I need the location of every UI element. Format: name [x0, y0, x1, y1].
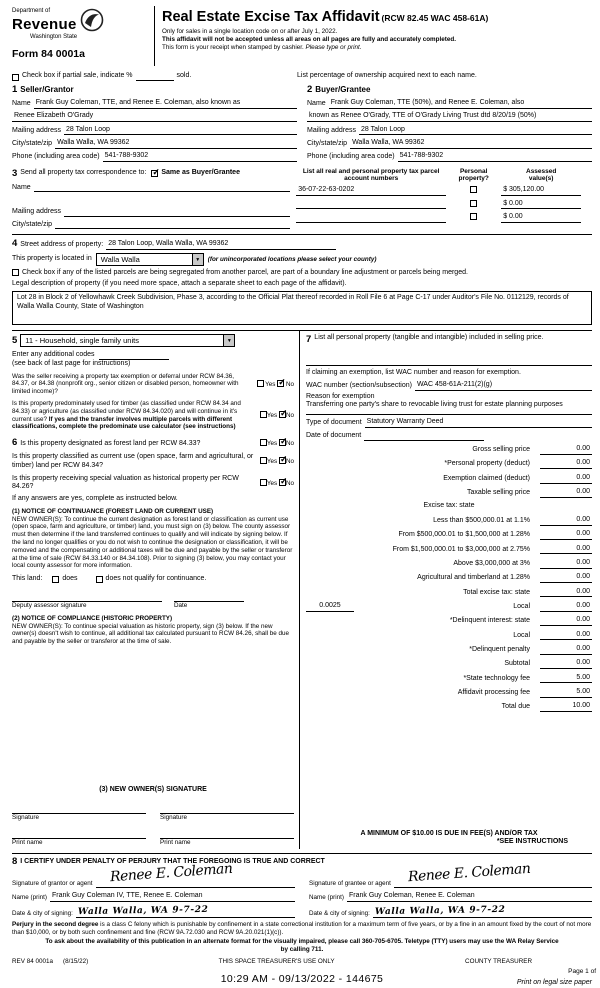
grantee-date-input[interactable]: Walla Walla, WA 9-7-22 — [373, 906, 592, 918]
money-row-amount[interactable]: 10.00 — [540, 702, 592, 712]
same-as-buyer-label: Same as Buyer/Grantee — [161, 169, 240, 177]
partial-sale-label: Check box if partial sale, indicate % — [22, 72, 133, 79]
new-owner-signature-line-2[interactable] — [160, 806, 294, 814]
print-name-label-2: Print name — [160, 839, 191, 847]
seller-mailing-label: Mailing address — [12, 126, 62, 134]
grantor-signature-line[interactable] — [96, 860, 295, 888]
forest-yes-checkbox[interactable] — [260, 439, 267, 446]
buyer-name-input-2[interactable]: known as Renee O'Grady, TTE of O'Grady Living Trust dtd 8/20/19 (50%) — [307, 112, 592, 122]
deputy-date-line[interactable] — [174, 594, 244, 602]
print-size-note: Print on legal size paper — [516, 979, 592, 987]
money-row-amount[interactable]: 0.00 — [540, 573, 592, 583]
section-3-number: 3 — [12, 167, 18, 179]
see-instructions-note: *SEE INSTRUCTIONS — [496, 838, 568, 846]
new-owner-signature-line-1[interactable] — [12, 806, 146, 814]
notice-compliance-title: (2) NOTICE OF COMPLIANCE (HISTORIC PROPERTY) — [12, 614, 173, 622]
section-4-number: 4 — [12, 238, 18, 250]
does-not-label: does not qualify for continuance. — [105, 575, 207, 583]
partial-sale-percent-input[interactable] — [136, 73, 174, 81]
money-row-label: Total excise tax: state — [463, 588, 530, 596]
correspondence-label: Send all property tax correspondence to: — [20, 169, 147, 177]
buyer-csz-label: City/state/zip — [307, 139, 348, 147]
money-row-label: Exemption claimed (deduct) — [443, 474, 530, 482]
money-row-amount[interactable]: 0.00 — [540, 459, 592, 469]
correspondence-name-label: Name — [12, 183, 31, 191]
header-divider — [154, 6, 155, 66]
header-note-3: This form is your receipt when stamped by cashier. Please type or print. — [162, 43, 362, 51]
money-row-label: *State technology fee — [463, 674, 530, 682]
date-of-document-input[interactable] — [364, 433, 484, 441]
parcel-number-input[interactable]: 36-07-22-63-0202 — [296, 186, 446, 196]
grantor-print-label: Name (print) — [12, 893, 47, 901]
segregated-label: Check box if any of the listed parcels are being segregated from another parcel, are part of a boundary line adjustment or parcels being merged. — [22, 269, 468, 277]
money-row-label: Agricultural and timberland at 1.28% — [417, 574, 530, 582]
located-in-label: This property is located in — [12, 255, 92, 263]
washington-state-label: Washington State — [30, 34, 78, 41]
additional-codes-note: (see back of last page for instructions) — [12, 359, 131, 367]
segregated-checkbox[interactable] — [12, 269, 19, 276]
deputy-date-label: Date — [174, 601, 188, 609]
street-address-label: Street address of property: — [20, 241, 104, 249]
seller-phone-input[interactable]: 541-788-9302 — [103, 152, 297, 162]
form-rcw: (RCW 82.45 WAC 458-61A) — [381, 13, 489, 23]
rev-date: (8/15/22) — [62, 958, 89, 966]
type-of-document-label: Type of document — [306, 419, 362, 426]
money-row-amount[interactable]: 0.00 — [540, 659, 592, 669]
grantor-date-input[interactable]: Walla Walla, WA 9-7-22 — [76, 906, 295, 918]
current-use-yes-checkbox[interactable] — [260, 457, 267, 464]
assessed-value-input-1[interactable]: $ 305,120.00 — [501, 186, 581, 196]
correspondence-section — [12, 168, 296, 229]
seller-name-input[interactable]: Frank Guy Coleman, TTE, and Renee E. Coleman, also known as — [34, 99, 297, 109]
money-row-amount[interactable]: 0.00 — [540, 645, 592, 655]
personal-property-checkbox-3[interactable] — [470, 213, 477, 220]
additional-codes-label: Enter any additional codes — [12, 351, 95, 359]
dor-logo-icon — [80, 8, 104, 36]
money-row-label: *Delinquent penalty — [469, 645, 530, 653]
q1-no-checkbox[interactable] — [277, 380, 284, 387]
assessed-value-input-3[interactable]: $ 0.00 — [501, 213, 581, 223]
money-row-label: Gross selling price — [472, 446, 530, 454]
buyer-csz-input[interactable]: Walla Walla, WA 99362 — [350, 139, 592, 149]
notice-compliance-body: NEW OWNER(S): To continue special valuation as historic property, sign (3) below. If the new owner(s) doesn't wish to continue, all additional tax calculated pursuant to RCW 84.26, shall be due and payable by the seller or transferor at the time of sale. — [12, 622, 290, 646]
q1-yes-checkbox[interactable] — [257, 380, 264, 387]
personal-property-checkbox-2[interactable] — [470, 200, 477, 207]
notice-continuance-body: NEW OWNER(S): To continue the current designation as forest land or classification as current use (open space, farm and agriculture, or timber) land, you must sign on (3) below. The county assessor must then determine if the land transferred continues to qualify and will indicate by signing below. If the land no longer qualifies or you do not wish to continue the designation or classification, it will be removed and the compensating or additional taxes will be due and payable by the seller or transferor at the time of sale (RCW 84.33.140 or 84.34.108). Prior to signing (3) below, you may contact your local county assessor for more information. — [12, 515, 293, 570]
buyer-name-label: Name — [307, 100, 326, 108]
money-row-label: From $500,000.01 to $1,500,000 at 1.28% — [398, 531, 530, 539]
forest-land-question: 6 Is this property designated as forest land per RCW 84.33? — [12, 437, 201, 449]
current-use-no-checkbox[interactable] — [279, 457, 286, 464]
form-footer — [12, 958, 596, 987]
county-treasurer-label: COUNTY TREASURER — [465, 958, 532, 966]
correspondence-csz-label: City/state/zip — [12, 220, 53, 228]
seller-name-label: Name — [12, 100, 31, 108]
exemption-note: If claiming an exemption, list WAC number and reason for exemption. — [306, 369, 521, 376]
personal-property-intro: List all personal property (tangible and intangible) included in selling price. — [314, 334, 544, 342]
minimum-due-note: A MINIMUM OF $10.00 IS DUE IN FEE(S) AND/OR TAX — [360, 829, 538, 837]
grantee-signature-label: Signature of grantee or agent — [309, 880, 391, 888]
money-row-amount[interactable]: 0.00 — [540, 602, 592, 612]
property-section — [12, 234, 592, 325]
partial-sale-checkbox[interactable] — [12, 74, 19, 81]
seller-heading: Seller/Grantor — [20, 84, 74, 94]
land-use-dropdown[interactable] — [20, 334, 235, 347]
historic-yes-checkbox[interactable] — [260, 479, 267, 486]
historic-no-checkbox[interactable] — [279, 479, 286, 486]
seller-section — [12, 84, 297, 162]
certify-statement: I CERTIFY UNDER PENALTY OF PERJURY THAT THE FOREGOING IS TRUE AND CORRECT — [20, 857, 325, 865]
buyer-name-input[interactable]: Frank Guy Coleman, TTE (50%), and Renee E. Coleman, also — [329, 99, 592, 109]
type-of-document-input[interactable]: Statutory Warranty Deed — [365, 418, 592, 428]
wac-number-label: WAC number (section/subsection) — [306, 381, 412, 389]
money-row-label: Local — [513, 602, 530, 610]
money-row-amount[interactable]: 0.00 — [540, 474, 592, 484]
money-row-amount[interactable]: 0.00 — [540, 445, 592, 455]
money-row-amount[interactable]: 0.00 — [540, 559, 592, 569]
grantor-date-label: Date & city of signing: — [12, 910, 73, 918]
personal-property-checkbox-1[interactable] — [470, 186, 477, 193]
buyer-mailing-input[interactable]: 28 Talon Loop — [359, 126, 592, 136]
print-name-line-1[interactable] — [12, 831, 146, 839]
deputy-assessor-label: Deputy assessor signature — [12, 601, 87, 609]
grantee-print-name-input[interactable]: Frank Guy Coleman, Renee E. Coleman — [347, 892, 592, 902]
buyer-section — [307, 84, 592, 162]
legal-description-input[interactable]: Lot 28 in Block 2 of Yellowhawk Creek Subdivision, Phase 3, according to the Official Plat thereof recorded in Roll File 6 at Page C-17 under Auditor's File No. 0112129, records of Walla Walla County, State of Washington — [12, 291, 592, 325]
seller-csz-label: City/state/zip — [12, 139, 53, 147]
land-use-dropdown-value: 11 - Household, single family units — [25, 335, 139, 345]
money-row-label: Less than $500,000.01 at 1.1% — [433, 516, 530, 524]
parcel-row — [296, 186, 592, 196]
exemption-deferral-question: Was the seller receiving a property tax exemption or deferral under RCW 84.36, 84.37, or 84.38 (nonprofit org., senior citizen or disabled person, homeowner with limited income)? — [12, 372, 239, 396]
grantee-print-label: Name (print) — [309, 893, 344, 901]
money-row-label: Total due — [501, 703, 530, 711]
dropdown-arrow-icon[interactable]: ▼ — [192, 254, 203, 265]
form-number: Form 84 0001a — [12, 47, 85, 60]
timber-agriculture-question: Is this property predominately used for timber (as classified under RCW 84.34 and 84.33) or agriculture (as classified under RCW 84.34.020) and will continue in it's current use? If yes and the transfer involves multiple parcels with different classifications, complete the predominate use calculator (see instructions) — [12, 400, 241, 431]
print-name-line-2[interactable] — [160, 831, 294, 839]
rev-number: REV 84 0001a — [12, 958, 53, 966]
new-owner-signature-title: (3) NEW OWNER(S) SIGNATURE — [99, 785, 207, 793]
form-header — [12, 6, 592, 70]
correspondence-mailing-input[interactable] — [64, 208, 290, 217]
section-1-number: 1 — [12, 83, 18, 95]
money-row-amount[interactable]: 0.00 — [540, 545, 592, 555]
money-row-label: From $1,500,000.01 to $3,000,000 at 2.75% — [392, 545, 530, 553]
forest-no-checkbox[interactable] — [279, 439, 286, 446]
personal-property-col-header: Personal property? — [458, 167, 489, 183]
dropdown-arrow-icon[interactable]: ▼ — [223, 335, 234, 346]
money-row-amount[interactable]: 0.00 — [540, 588, 592, 598]
grantor-print-name-input[interactable]: Frank Guy Coleman IV, TTE, Renee E. Coleman — [50, 892, 295, 902]
parcel-number-input-3[interactable] — [296, 222, 446, 223]
additional-codes-input[interactable] — [99, 352, 169, 360]
correspondence-name-input[interactable] — [34, 183, 291, 192]
buyer-phone-input[interactable]: 541-788-9302 — [398, 152, 592, 162]
grantor-signature-label: Signature of grantor or agent — [12, 880, 93, 888]
correspondence-csz-input[interactable] — [55, 220, 290, 229]
money-row-label: *Personal property (deduct) — [444, 460, 530, 468]
wac-number-input[interactable]: WAC 458-61A-211(2)(g) — [415, 381, 592, 391]
does-label: does — [62, 575, 78, 583]
treasurer-space-label: THIS SPACE TREASURER'S USE ONLY — [218, 958, 335, 966]
money-row-amount[interactable]: 0.00 — [540, 616, 592, 626]
same-as-buyer-checkbox[interactable] — [151, 170, 158, 177]
page-number: Page 1 of — [568, 967, 596, 975]
excise-tax-state-label: Excise tax: state — [423, 502, 475, 510]
this-land-label: This land: — [12, 575, 43, 583]
print-name-label-1: Print name — [12, 839, 43, 847]
agency-block — [12, 6, 154, 70]
date-of-document-label: Date of document — [306, 431, 362, 439]
perjury-statement: Perjury in the second degree is a class C felony which is punishable by confinement in a state correctional institution for a maximum term of five years, or by a fine in an amount fixed by the court of not more than $10,000, or by both such confinement and fine (RCW 9A.72.030 and RCW 9A.20.021(1)(c)). To ask about the availability of this publication in an alternate format for the visually impaired, please call 360-705-6705. Teletype (TTY) users may use the WA Relay Service by calling 711. — [12, 920, 592, 954]
money-row-amount[interactable]: 5.00 — [540, 674, 592, 684]
current-use-question: Is this property classified as current use (open space, farm and agricultural, or timber) land per RCW 84.34? — [12, 453, 254, 469]
money-row-amount[interactable]: 0.00 — [540, 488, 592, 498]
grantee-signature-script: Renee E. Coleman — [407, 860, 531, 886]
seller-phone-label: Phone (including area code) — [12, 153, 100, 161]
section-2-number: 2 — [307, 83, 313, 95]
assessed-value-input-2[interactable]: $ 0.00 — [501, 200, 581, 210]
money-row-amount[interactable]: 0.00 — [540, 516, 592, 526]
ownership-percent-note: List percentage of ownership acquired next to each name. — [297, 72, 477, 79]
certification-section — [12, 853, 592, 918]
money-row-label: Above $3,000,000 at 3% — [453, 559, 530, 567]
money-row-amount[interactable]: 0.00 — [540, 530, 592, 540]
seller-csz-input[interactable]: Walla Walla, WA 99362 — [55, 139, 297, 149]
form-title: Real Estate Excise Tax Affidavit — [162, 9, 380, 25]
buyer-heading: Buyer/Grantee — [315, 84, 371, 94]
parcel-table — [296, 168, 592, 229]
parcel-row — [296, 200, 592, 210]
seller-name-input-2[interactable]: Renee Elizabeth O'Grady — [12, 112, 297, 122]
money-row-label: *Delinquent interest: state — [449, 617, 530, 625]
historic-property-question: Is this property receiving special valuation as historical property per RCW 84.26? — [12, 474, 239, 491]
money-row-label: Subtotal — [504, 660, 530, 668]
seller-mailing-input[interactable]: 28 Talon Loop — [64, 126, 297, 136]
legal-description-label: Legal description of property (if you need more space, attach a separate sheet to each page of the affidavit). — [12, 280, 347, 288]
money-row-label: Taxable selling price — [466, 489, 530, 497]
signature-label-2: Signature — [160, 814, 187, 822]
if-yes-note: If any answers are yes, complete as instructed below. — [12, 495, 178, 503]
local-rate-input[interactable]: 0.0025 — [306, 602, 354, 612]
signature-label-1: Signature — [12, 814, 39, 822]
buyer-phone-label: Phone (including area code) — [307, 153, 395, 161]
partial-sale-sold-label: sold. — [176, 72, 192, 79]
money-row-label: Local — [513, 631, 530, 639]
header-note-1: Only for sales in a single location code on or after July 1, 2022. — [162, 28, 338, 36]
q2-no-checkbox[interactable] — [279, 411, 286, 418]
use-and-continuance-column: 5 11 - Household, single family units ▼ Enter any additional codes (see back of last page for instructions) Was the seller receiving a property tax exemption or deferral under RCW 84.36, 84.37, or 84.38 (nonprofit org., senior citizen or disabled person, homeowner with limited income)? Yes ✓ No Is this property predominately used for timber (as classified under RCW 84.34 and 84.33) or agriculture (as classified under RCW 84.34.020) and will continue in it's current use? If yes and the transfer involves multiple parcels with different classifications, complete the predominate use calculator (see instructions) Yes ✓ No 6 Is this property designated as forest land per RCW 84.33? Yes ✓ No Is this property classified as current use (open space, farm and agricultural, or timber) land per RCW 84.34? Yes ✓ No Is this property receiving special valuation as historical property per RCW 84.26? Yes ✓ No If any answers are yes, complete as instructed below. (1) NOTICE OF CONTINUANCE (FOREST LAND OR CURRENT USE) NEW OWNER(S): To continue the current designation as forest land or classification as current use (open space, farm and agriculture, or timber) land, you must sign on (3) below. The county assessor must then determine if the land transferred continues to qualify and will indicate by signing below. If the land no longer qualifies or you do not wish to continue the designation or classification, it will be removed and the compensating or additional taxes will be due and payable by the seller or transferor at the time of sale (RCW 84.33.140 or 84.34.108). Prior to signing (3) below, you may contact your local county assessor for more information. This land: does does not qualify for continuance. Deputy assessor signature Date (2) NOTICE OF COMPLIANCE (HISTORIC PROPERTY) NEW OWNER(S): To continue special valuation as historic property, sign (3) below. If the new owner(s) doesn't wish to continue, all additional tax calculated pursuant to RCW 84.26, shall be due and payable by the seller or transferor at the time of sale. (3) NEW OWNER(S) SIGNATURE Signature Signature Print name Print name — [12, 331, 299, 849]
assessed-value-col-header: Assessed value(s) — [526, 167, 557, 183]
alternate-format-note: To ask about the availability of this publication in an alternate format for the visually impaired, please call 360-705-6705. Teletype (TTY) users may use the WA Relay Service by calling 711. — [45, 938, 559, 954]
deputy-assessor-signature-line[interactable] — [12, 594, 162, 602]
correspondence-mailing-label: Mailing address — [12, 208, 62, 215]
money-row-amount[interactable]: 0.00 — [540, 631, 592, 641]
section-8-number: 8 — [12, 856, 18, 868]
location-dropdown[interactable] — [96, 253, 204, 266]
header-note-2: This affidavit will not be accepted unless all areas on all pages are fully and accurately completed. — [162, 35, 456, 43]
notice-continuance-title: (1) NOTICE OF CONTINUANCE (FOREST LAND OR CURRENT USE) — [12, 507, 214, 515]
reason-exemption-label: Reason for exemption — [306, 392, 375, 400]
money-row-label: Affidavit processing fee — [457, 688, 530, 696]
buyer-mailing-label: Mailing address — [307, 126, 357, 134]
grantee-date-label: Date & city of signing: — [309, 910, 370, 918]
money-row-amount[interactable]: 5.00 — [540, 688, 592, 698]
revenue-wordmark: Revenue — [12, 15, 77, 33]
street-address-input[interactable]: 28 Talon Loop, Walla Walla, WA 99362 — [106, 240, 336, 250]
reason-exemption-input[interactable]: Transferring one party's share to revocable living trust for estate planning purposes — [306, 401, 563, 409]
dept-of-label: Department of — [12, 8, 51, 14]
location-dropdown-value: Walla Walla — [100, 254, 140, 264]
unincorporated-note: (for unincorporated locations please select your county) — [207, 255, 377, 263]
parcel-number-input-2[interactable] — [296, 208, 446, 209]
receipt-stamp: 10:29 AM - 09/13/2022 - 144675 — [220, 972, 384, 985]
grantor-signature-script: Renee E. Coleman — [109, 860, 233, 886]
parcel-row — [296, 213, 592, 223]
parcel-col-header: List all real and personal property tax parcel account numbers — [302, 167, 440, 183]
does-not-qualify-checkbox[interactable] — [96, 576, 103, 583]
q2-yes-checkbox[interactable] — [260, 411, 267, 418]
tax-computation-column — [300, 331, 592, 849]
grantee-signature-line[interactable] — [394, 860, 592, 888]
section-7-number: 7 — [306, 334, 312, 346]
section-5-number: 5 — [12, 334, 18, 346]
does-qualify-checkbox[interactable] — [52, 576, 59, 583]
